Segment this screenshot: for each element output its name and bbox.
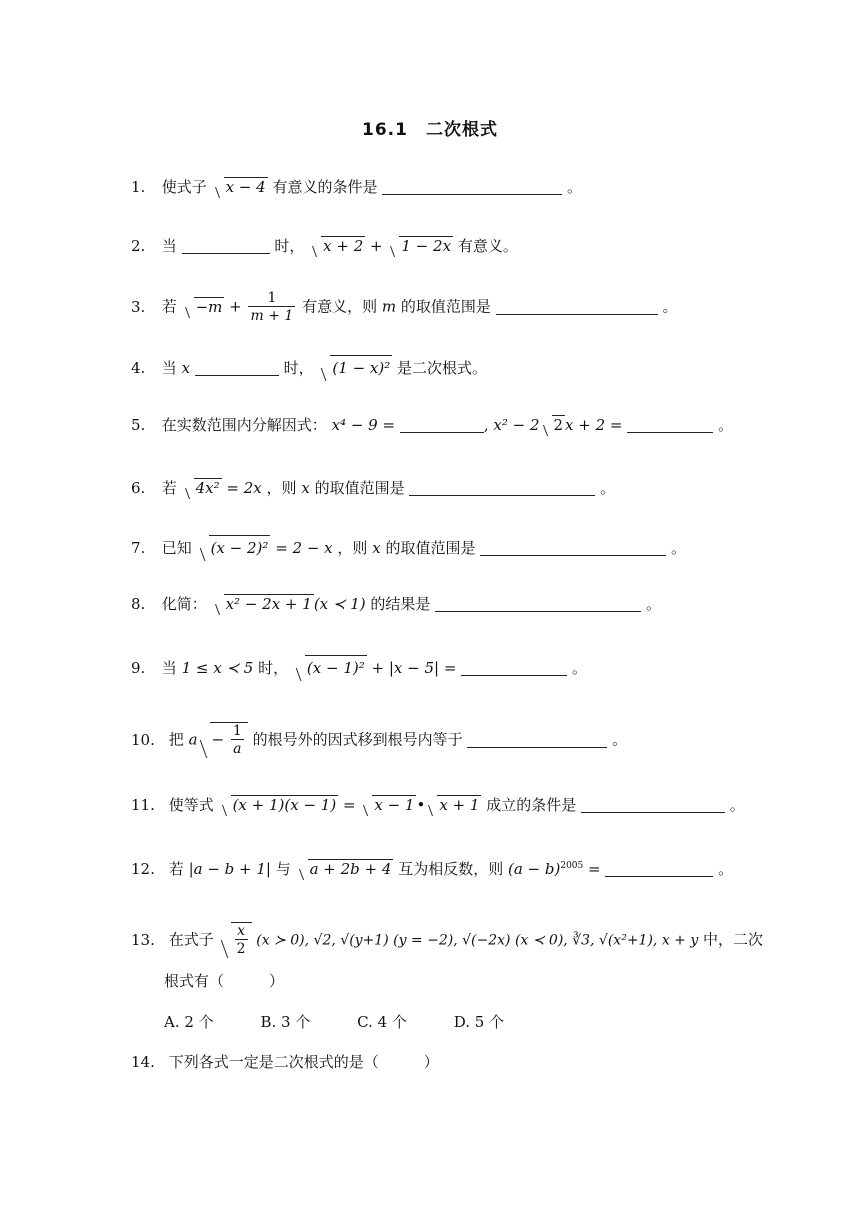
- answer-blank[interactable]: [496, 298, 658, 315]
- answer-blank[interactable]: [382, 178, 562, 195]
- question-6: 6. 若 4x² = 2x ，则 x 的取值范围是 。: [131, 479, 616, 497]
- answer-blank[interactable]: [435, 595, 641, 612]
- question-13-options: [164, 1011, 546, 1032]
- question-3: 3. 若 −m + $\frac{1}{m + 1}$ 有意义，则 m 的取值范围是 。: [131, 290, 678, 324]
- option-c[interactable]: C. 4 个: [357, 1013, 407, 1031]
- answer-blank[interactable]: [480, 539, 666, 556]
- option-a[interactable]: A. 2 个: [164, 1013, 214, 1031]
- answer-blank[interactable]: [400, 416, 484, 433]
- question-11: 11. 使等式 (x + 1)(x − 1) = x − 1 • x + 1 成立的条件是 。: [131, 796, 745, 814]
- question-4: 4. 当 x 时， (1 − x)² 是二次根式。: [131, 355, 487, 380]
- answer-blank[interactable]: [467, 731, 607, 748]
- question-7: 7. 已知 (x − 2)² = 2 − x ，则 x 的取值范围是 。: [131, 535, 686, 560]
- answer-blank[interactable]: [605, 860, 713, 877]
- question-2: 2. 当 时， x + 2 + 1 − 2x 有意义。: [131, 237, 518, 255]
- question-10: 10. 把 a − $\frac{1}{a}$ 的根号外的因式移到根号内等于 。: [131, 723, 628, 757]
- answer-blank[interactable]: [182, 237, 270, 254]
- answer-blank[interactable]: [461, 659, 567, 676]
- question-14: 14. 下列各式一定是二次根式的是（ ）: [131, 1053, 439, 1071]
- answer-blank[interactable]: [627, 416, 713, 433]
- sqrt: x − 4: [213, 176, 268, 198]
- question-5: 5. 在实数范围内分解因式： x⁴ − 9 = , x² − 2 2 x + 2 = 。: [131, 416, 734, 434]
- answer-blank[interactable]: [581, 796, 725, 813]
- question-12: 12. 若 |a − b + 1| 与 a + 2b + 4 互为相反数，则 $(a - b)^{2005}$ = 。: [131, 860, 734, 878]
- question-1: 1. 使式子 x − 4 有意义的条件是 。: [131, 178, 583, 196]
- question-8: 8. 化简： x² − 2x + 1 (x ≺ 1) 的结果是 。: [131, 595, 661, 613]
- page-title: 16.1 二次根式: [362, 120, 498, 140]
- question-13-line2: 根式有（ ）: [164, 972, 285, 990]
- question-13: 13. 在式子 $\frac{x}{2}$ (x ≻ 0), √2, √(y+1) (y = −2), √(−2x) (x ≺ 0), ∛3, √(x²+1), x + y 中，二次: [131, 923, 764, 957]
- option-d[interactable]: D. 5 个: [453, 1013, 505, 1031]
- answer-blank[interactable]: [195, 359, 279, 376]
- answer-blank[interactable]: [409, 479, 595, 496]
- option-b[interactable]: B. 3 个: [260, 1013, 311, 1031]
- question-9: 9. 当 1 ≤ x ≺ 5 时， (x − 1)² + |x − 5| = 。: [131, 655, 587, 680]
